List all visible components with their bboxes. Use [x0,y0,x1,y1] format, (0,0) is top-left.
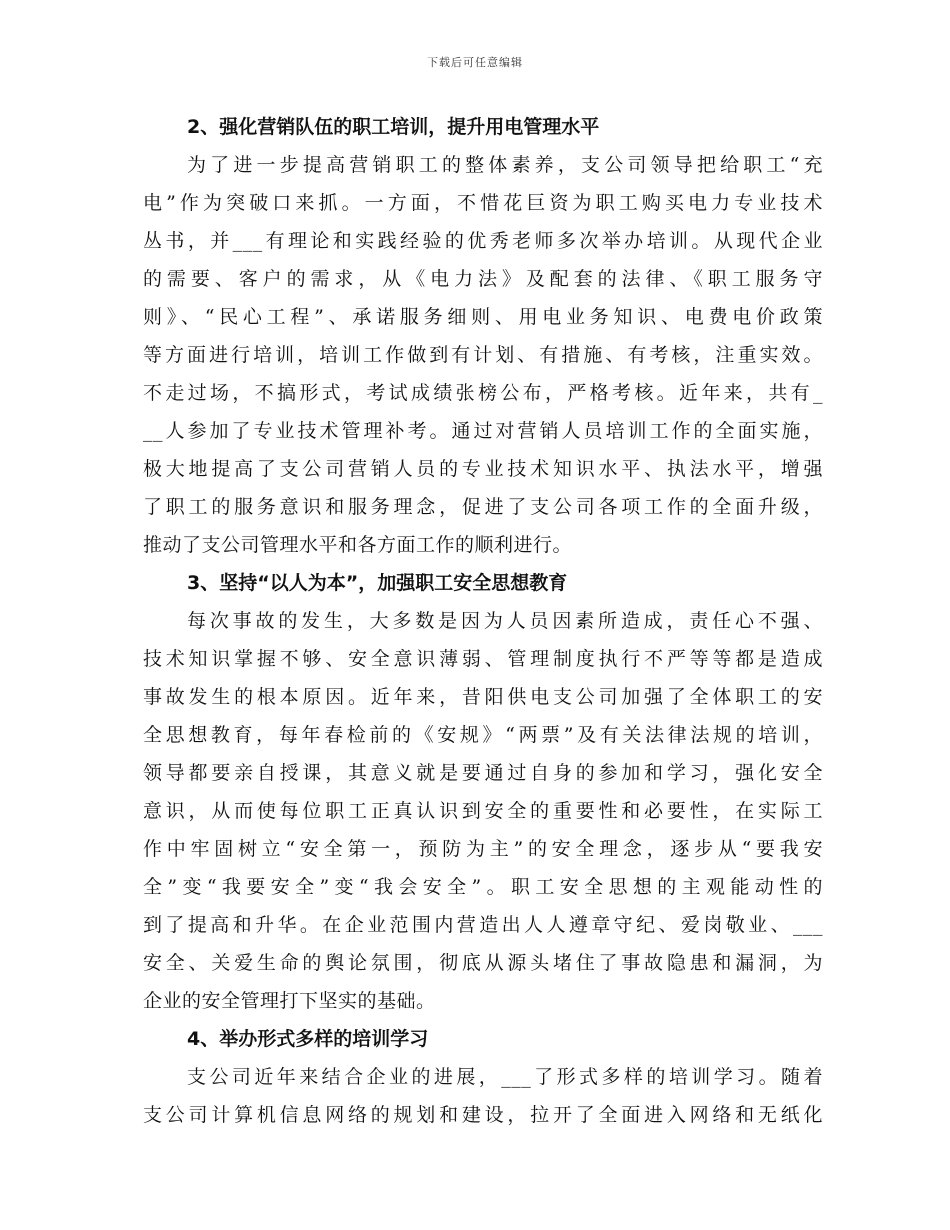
text-line: 不走过场，不搞形式，考试成绩张榜公布，严格考核。近年来，共有_ [143,382,823,404]
section-2 [143,108,823,564]
text-line: 事故发生的根本原因。近年来，昔阳供电支公司加强了全体职工的安 [143,686,823,708]
section-heading: 3、坚持“以人为本”，加强职工安全思想教育 [187,572,568,594]
text-line: 全思想教育，每年春检前的《安规》“两票”及有关法律法规的培训， [143,724,823,746]
text-line: 电”作为突破口来抓。一方面，不惜花巨资为职工购买电力专业技术 [143,192,823,214]
text-line: 丛书，并___有理论和实践经验的优秀老师多次举办培训。从现代企业 [143,230,823,252]
text-line: 领导都要亲自授课，其意义就是要通过自身的参加和学习，强化安全 [143,762,823,784]
paragraph [143,1058,823,1134]
text-line: 意识，从而使每位职工正真认识到安全的重要性和必要性，在实际工 [143,800,823,822]
text-line: 推动了支公司管理水平和各方面工作的顺利进行。 [143,534,573,556]
section-heading: 2、强化营销队伍的职工培训，提升用电管理水平 [187,116,600,138]
text-line: 支公司计算机信息网络的规划和建设，拉开了全面进入网络和无纸化 [143,1104,823,1126]
page-header-note: 下载后可任意编辑 [427,56,523,69]
text-line: 到了提高和升华。在企业范围内营造出人人遵章守纪、爱岗敬业、___ [143,914,823,936]
text-line: 极大地提高了支公司营销人员的专业技术知识水平、执法水平，增强 [143,458,823,480]
text-line: 则》、“民心工程”、承诺服务细则、用电业务知识、电费电价政策 [143,306,823,328]
text-line: 全”变“我要安全”变“我会安全”。职工安全思想的主观能动性的 [143,876,823,898]
text-line: 等方面进行培训，培训工作做到有计划、有措施、有考核，注重实效。 [143,344,823,366]
paragraph [143,602,823,1020]
text-line: 技术知识掌握不够、安全意识薄弱、管理制度执行不严等等都是造成 [143,648,823,670]
text-line: __人参加了专业技术管理补考。通过对营销人员培训工作的全面实施， [143,420,823,442]
section-heading: 4、举办形式多样的培训学习 [187,1028,429,1050]
text-line: 作中牢固树立“安全第一，预防为主”的安全理念，逐步从“要我安 [143,838,823,860]
paragraph [143,146,823,564]
text-line: 为了进一步提高营销职工的整体素养，支公司领导把给职工“充 [187,154,823,176]
document-body [143,108,823,1134]
text-line: 企业的安全管理打下坚实的基础。 [143,990,436,1012]
text-line: 的需要、客户的需求，从《电力法》及配套的法律、《职工服务守 [143,268,823,290]
section-3 [143,564,823,1020]
text-line: 了职工的服务意识和服务理念，促进了支公司各项工作的全面升级， [143,496,823,518]
section-4 [143,1020,823,1134]
text-line: 每次事故的发生，大多数是因为人员因素所造成，责任心不强、 [187,610,823,632]
text-line: 支公司近年来结合企业的进展，___了形式多样的培训学习。随着 [187,1066,823,1088]
text-line: 安全、关爱生命的舆论氛围，彻底从源头堵住了事故隐患和漏洞，为 [143,952,823,974]
